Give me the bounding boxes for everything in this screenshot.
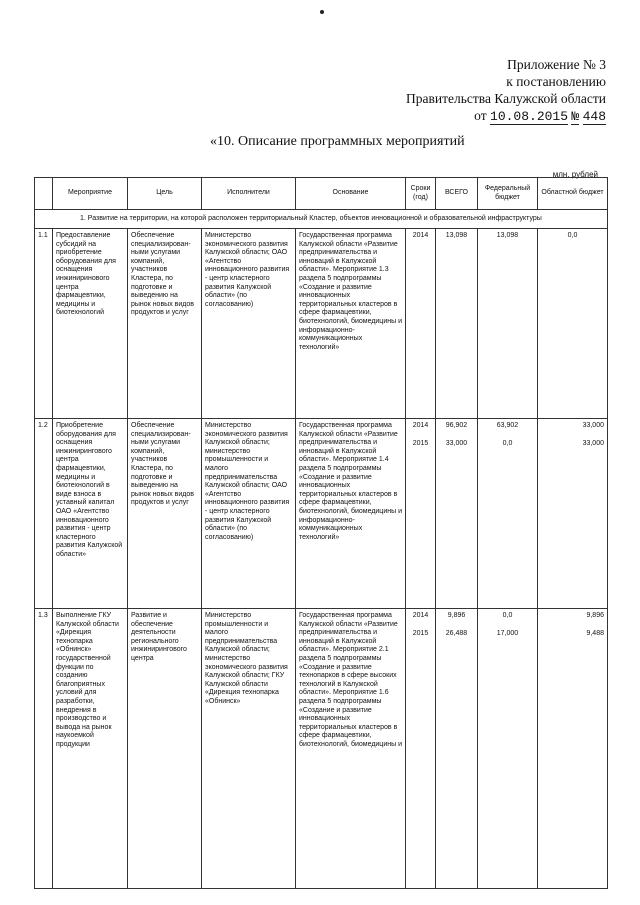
appendix-line2: к постановлению [506,74,606,89]
row-regional [538,229,608,419]
total-value: 13,098 [445,232,468,239]
regional-value: 33,000 [582,439,604,447]
federal-value: 0,0 [502,612,513,619]
total-value: 9,896 [447,612,466,619]
row-executors: Министерство экономического развития Калужской области; ОАО «Агентство инновационного развития - центр кластерного развития Калужской области» (по согласованию) [202,229,296,419]
row-num: 1.1 [35,229,53,419]
total-value: 33,000 [445,439,468,447]
year-value: 2014 [412,612,429,619]
header-basis: Основание [296,178,406,210]
row-activity: Предоставление субсидий на приобретение оборудования для оснащения инжиниринового центра фармацевтики, медицины и биотехнологий [53,229,128,419]
federal-value: 63,902 [496,422,519,429]
year-value: 2014 [412,422,429,429]
year-value: 2015 [412,439,429,447]
activities-table [34,177,608,889]
row-regional [538,419,608,609]
table-row [35,419,608,609]
header-goal: Цель [128,178,202,210]
row-years [406,609,436,889]
header-years: Сроки (год) [406,178,436,210]
section-title: 1. Развитие на территории, на которой расположен территориальный Кластер, объектов инновационной и образовательной инфраструктуры [35,210,608,229]
regional-value: 0,0 [567,232,578,239]
row-executors: Министерство промышленности и малого предпринимательства Калужской области; министерство экономического развития Калужской области; ГКУ Калужской области «Дирекция технопарка «Обнинск» [202,609,296,889]
table-row [35,229,608,419]
federal-value: 13,098 [496,232,519,239]
row-num: 1.3 [35,609,53,889]
number-prefix: № [571,109,580,124]
federal-value: 17,000 [496,629,519,637]
row-goal: Обеспечение специализирован-ными услугами компаний, участников Кластера, по подготовке и выведению на рынок новых видов продуктов и услуг [128,419,202,609]
section-row [35,210,608,229]
row-total [436,229,478,419]
row-regional [538,609,608,889]
row-federal [478,609,538,889]
total-value: 96,902 [445,422,468,429]
appendix-date-line [406,107,606,125]
regional-value: 9,896 [586,612,604,619]
row-activity: Приобретение оборудования для оснащения инжинирингового центра фармацевтики, медицины и биотехнологий в виде взноса в уставный капитал ОАО «Агентство инновационного развития - центр кластерного развития Калужской области» [53,419,128,609]
appendix-line1: Приложение № 3 [507,57,606,72]
row-basis: Государственная программа Калужской области «Развитие предпринимательства и инноваций в Калужской области». Мероприятие 1.3 раздела 5 подпрограммы «Создание и развитие инновационных территориальных кластеров в сфере фармацевтики, биотехнологий, биомедицины и информационно-коммуникационных технологий» [296,229,406,419]
appendix-line3: Правительства Калужской области [405,91,606,106]
total-value: 26,488 [445,629,468,637]
header-federal: Федеральный бюджет [478,178,538,210]
row-basis: Государственная программа Калужской области «Развитие предпринимательства и инноваций в Калужской области». Мероприятие 2.1 раздела 5 подпрограммы «Создание и развитие технопарков в сфере высоких технологий в Калужской области». Мероприятие 1.6 раздела 5 подпрограммы «Создание и развитие инновационных территориальных кластеров в сфере фармацевтики, биотехнологий, биомедицины и [296,609,406,889]
year-value: 2015 [412,629,429,637]
year-value: 2014 [412,232,429,239]
date-value: 10.08.2015 [490,109,569,124]
row-federal [478,419,538,609]
row-num: 1.2 [35,419,53,609]
row-federal [478,229,538,419]
row-total [436,609,478,889]
row-executors: Министерство экономического развития Калужской области; министерство промышленности и малого предпринимательства Калужской области; ОАО «Агентство инновационного развития - центр кластерного развития Калужской области» (по согласованию) [202,419,296,609]
row-goal: Развитие и обеспечение деятельности регионального инжинирингового центра [128,609,202,889]
row-activity: Выполнение ГКУ Калужской области «Дирекция технопарка «Обнинск» государственной функции по созданию благоприятных условий для разработки, внедрения в производство и вывода на рынок наукоемкой продукции [53,609,128,889]
table-header-row [35,178,608,210]
page-title: «10. Описание программных мероприятий [210,134,465,149]
scan-mark [320,10,324,14]
header-num [35,178,53,210]
row-years [406,419,436,609]
row-basis: Государственная программа Калужской области «Развитие предпринимательства и инноваций в Калужской области». Мероприятие 1.4 раздела 5 подпрограммы «Создание и развитие инновационных территориальных кластеров в сфере фармацевтики, биотехнологий, биомедицины и информационно-коммуникационных технологий» [296,419,406,609]
header-total: ВСЕГО [436,178,478,210]
units-label: млн. рублей [552,170,598,179]
date-prefix: от [474,108,487,123]
row-goal: Обеспечение специализирован-ными услугами компаний, участников Кластера, по подготовке и выведению на рынок новых видов продуктов и услуг [128,229,202,419]
federal-value: 0,0 [502,439,513,447]
table-row [35,609,608,889]
regional-value: 33,000 [582,422,604,429]
row-total [436,419,478,609]
regional-value: 9,488 [586,629,604,637]
number-value: 448 [582,109,606,124]
header-executors: Исполнители [202,178,296,210]
header-regional: Областной бюджет [538,178,608,210]
header-activity: Мероприятие [53,178,128,210]
appendix-block [406,56,606,125]
row-years [406,229,436,419]
